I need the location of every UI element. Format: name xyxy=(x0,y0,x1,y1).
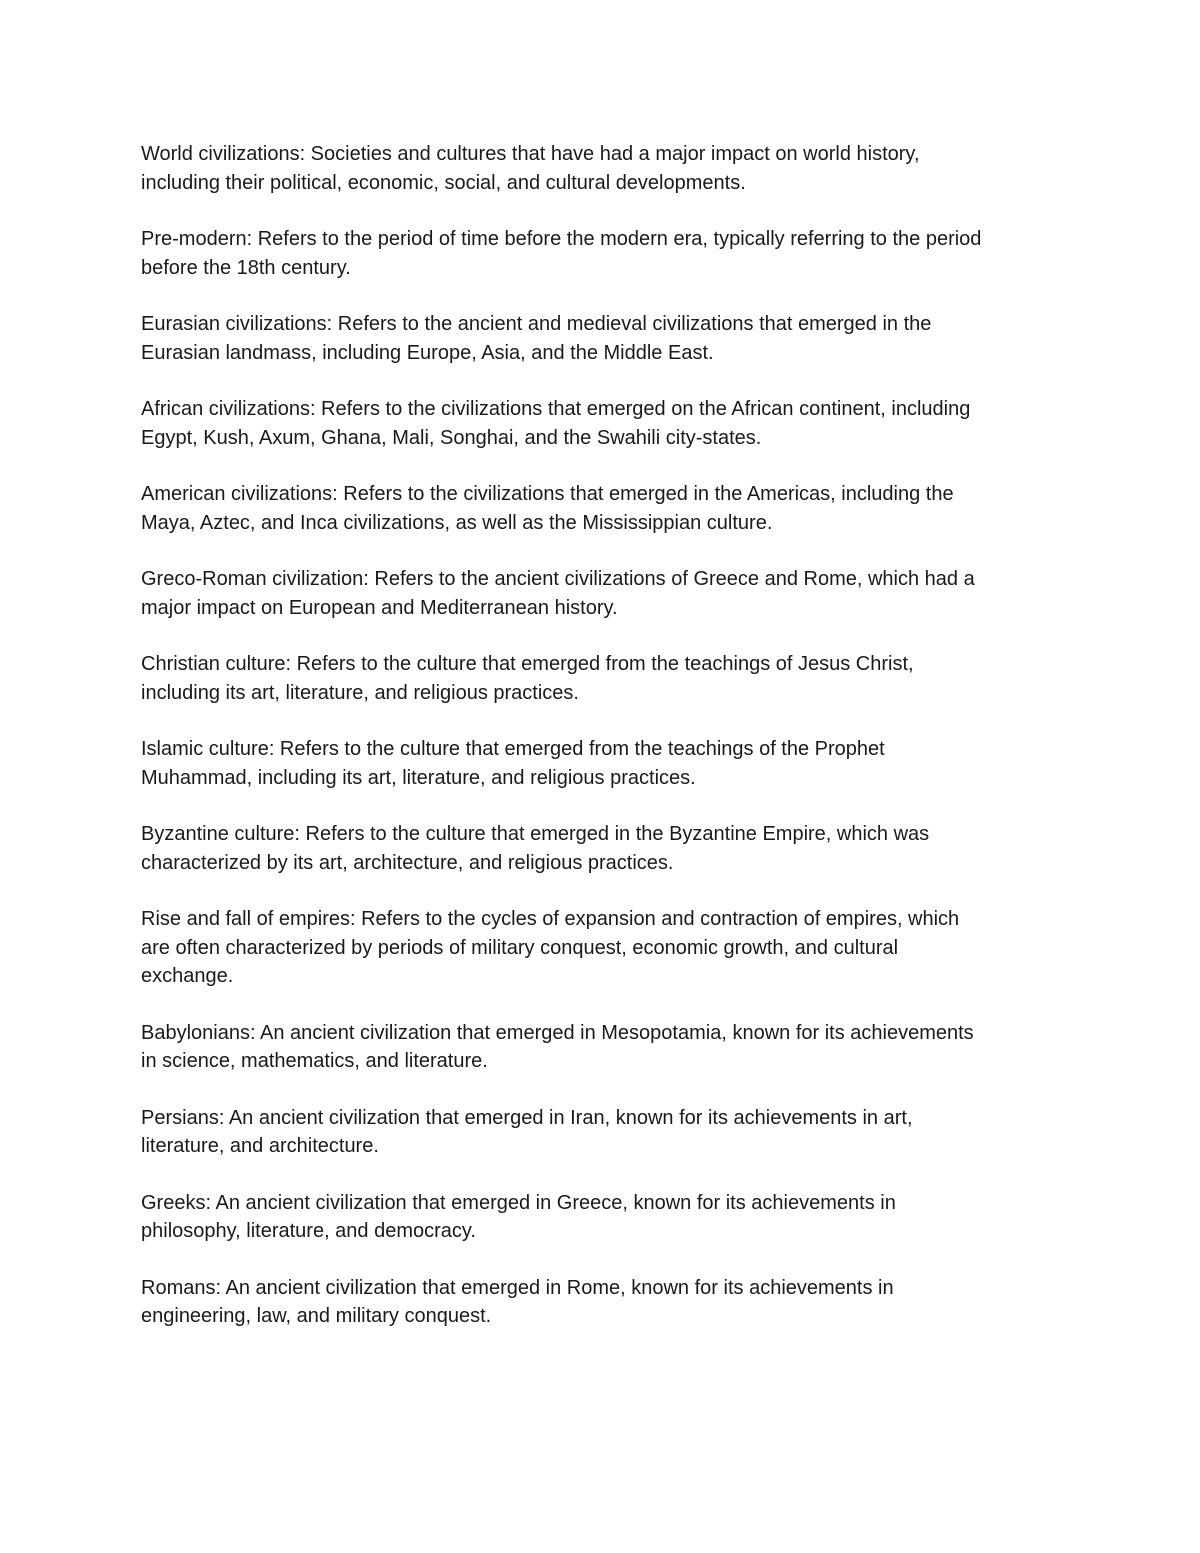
entry-byzantine-culture: Byzantine culture: Refers to the culture that emerged in the Byzantine Empire, which was characterized by its art, architecture, and religious practices. xyxy=(141,823,930,874)
entry-greco-roman-civilization: Greco-Roman civilization: Refers to the ancient civilizations of Greece and Rome, which had a major impact on European and Mediterranean history. xyxy=(141,568,975,619)
entry-american-civilizations: American civilizations: Refers to the civilizations that emerged in the Americas, including the Maya, Aztec, and Inca civilizations, as well as the Mississippian culture. xyxy=(141,483,954,534)
entry-greeks: Greeks: An ancient civilization that emerged in Greece, known for its achievements in philosophy, literature, and democracy. xyxy=(141,1191,896,1242)
entry-persians: Persians: An ancient civilization that emerged in Iran, known for its achievements in art, literature, and architecture. xyxy=(141,1106,913,1157)
entry-christian-culture: Christian culture: Refers to the culture that emerged from the teachings of Jesus Christ, including its art, literature, and religious practices. xyxy=(141,653,914,704)
entry-romans: Romans: An ancient civilization that emerged in Rome, known for its achievements in engineering, law, and military conquest. xyxy=(141,1276,894,1327)
entry-world-civilizations: World civilizations: Societies and cultures that have had a major impact on world history, including their political, economic, social, and cultural developments. xyxy=(141,143,920,194)
entry-pre-modern: Pre-modern: Refers to the period of time before the modern era, typically referring to the period before the 18th century. xyxy=(141,228,982,279)
entry-islamic-culture: Islamic culture: Refers to the culture that emerged from the teachings of the Prophet Muhammad, including its art, literature, and religious practices. xyxy=(141,738,885,789)
entry-eurasian-civilizations: Eurasian civilizations: Refers to the ancient and medieval civilizations that emerged in the Eurasian landmass, including Europe, Asia, and the Middle East. xyxy=(141,313,932,364)
entry-rise-and-fall-of-empires: Rise and fall of empires: Refers to the cycles of expansion and contraction of empires, which are often characterized by periods of military conquest, economic growth, and cultural exchange. xyxy=(141,908,960,987)
entry-african-civilizations: African civilizations: Refers to the civilizations that emerged on the African continent, including Egypt, Kush, Axum, Ghana, Mali, Songhai, and the Swahili city-states. xyxy=(141,398,971,449)
entry-babylonians: Babylonians: An ancient civilization that emerged in Mesopotamia, known for its achievements in science, mathematics, and literature. xyxy=(141,1021,974,1072)
document-body xyxy=(141,140,1061,1359)
